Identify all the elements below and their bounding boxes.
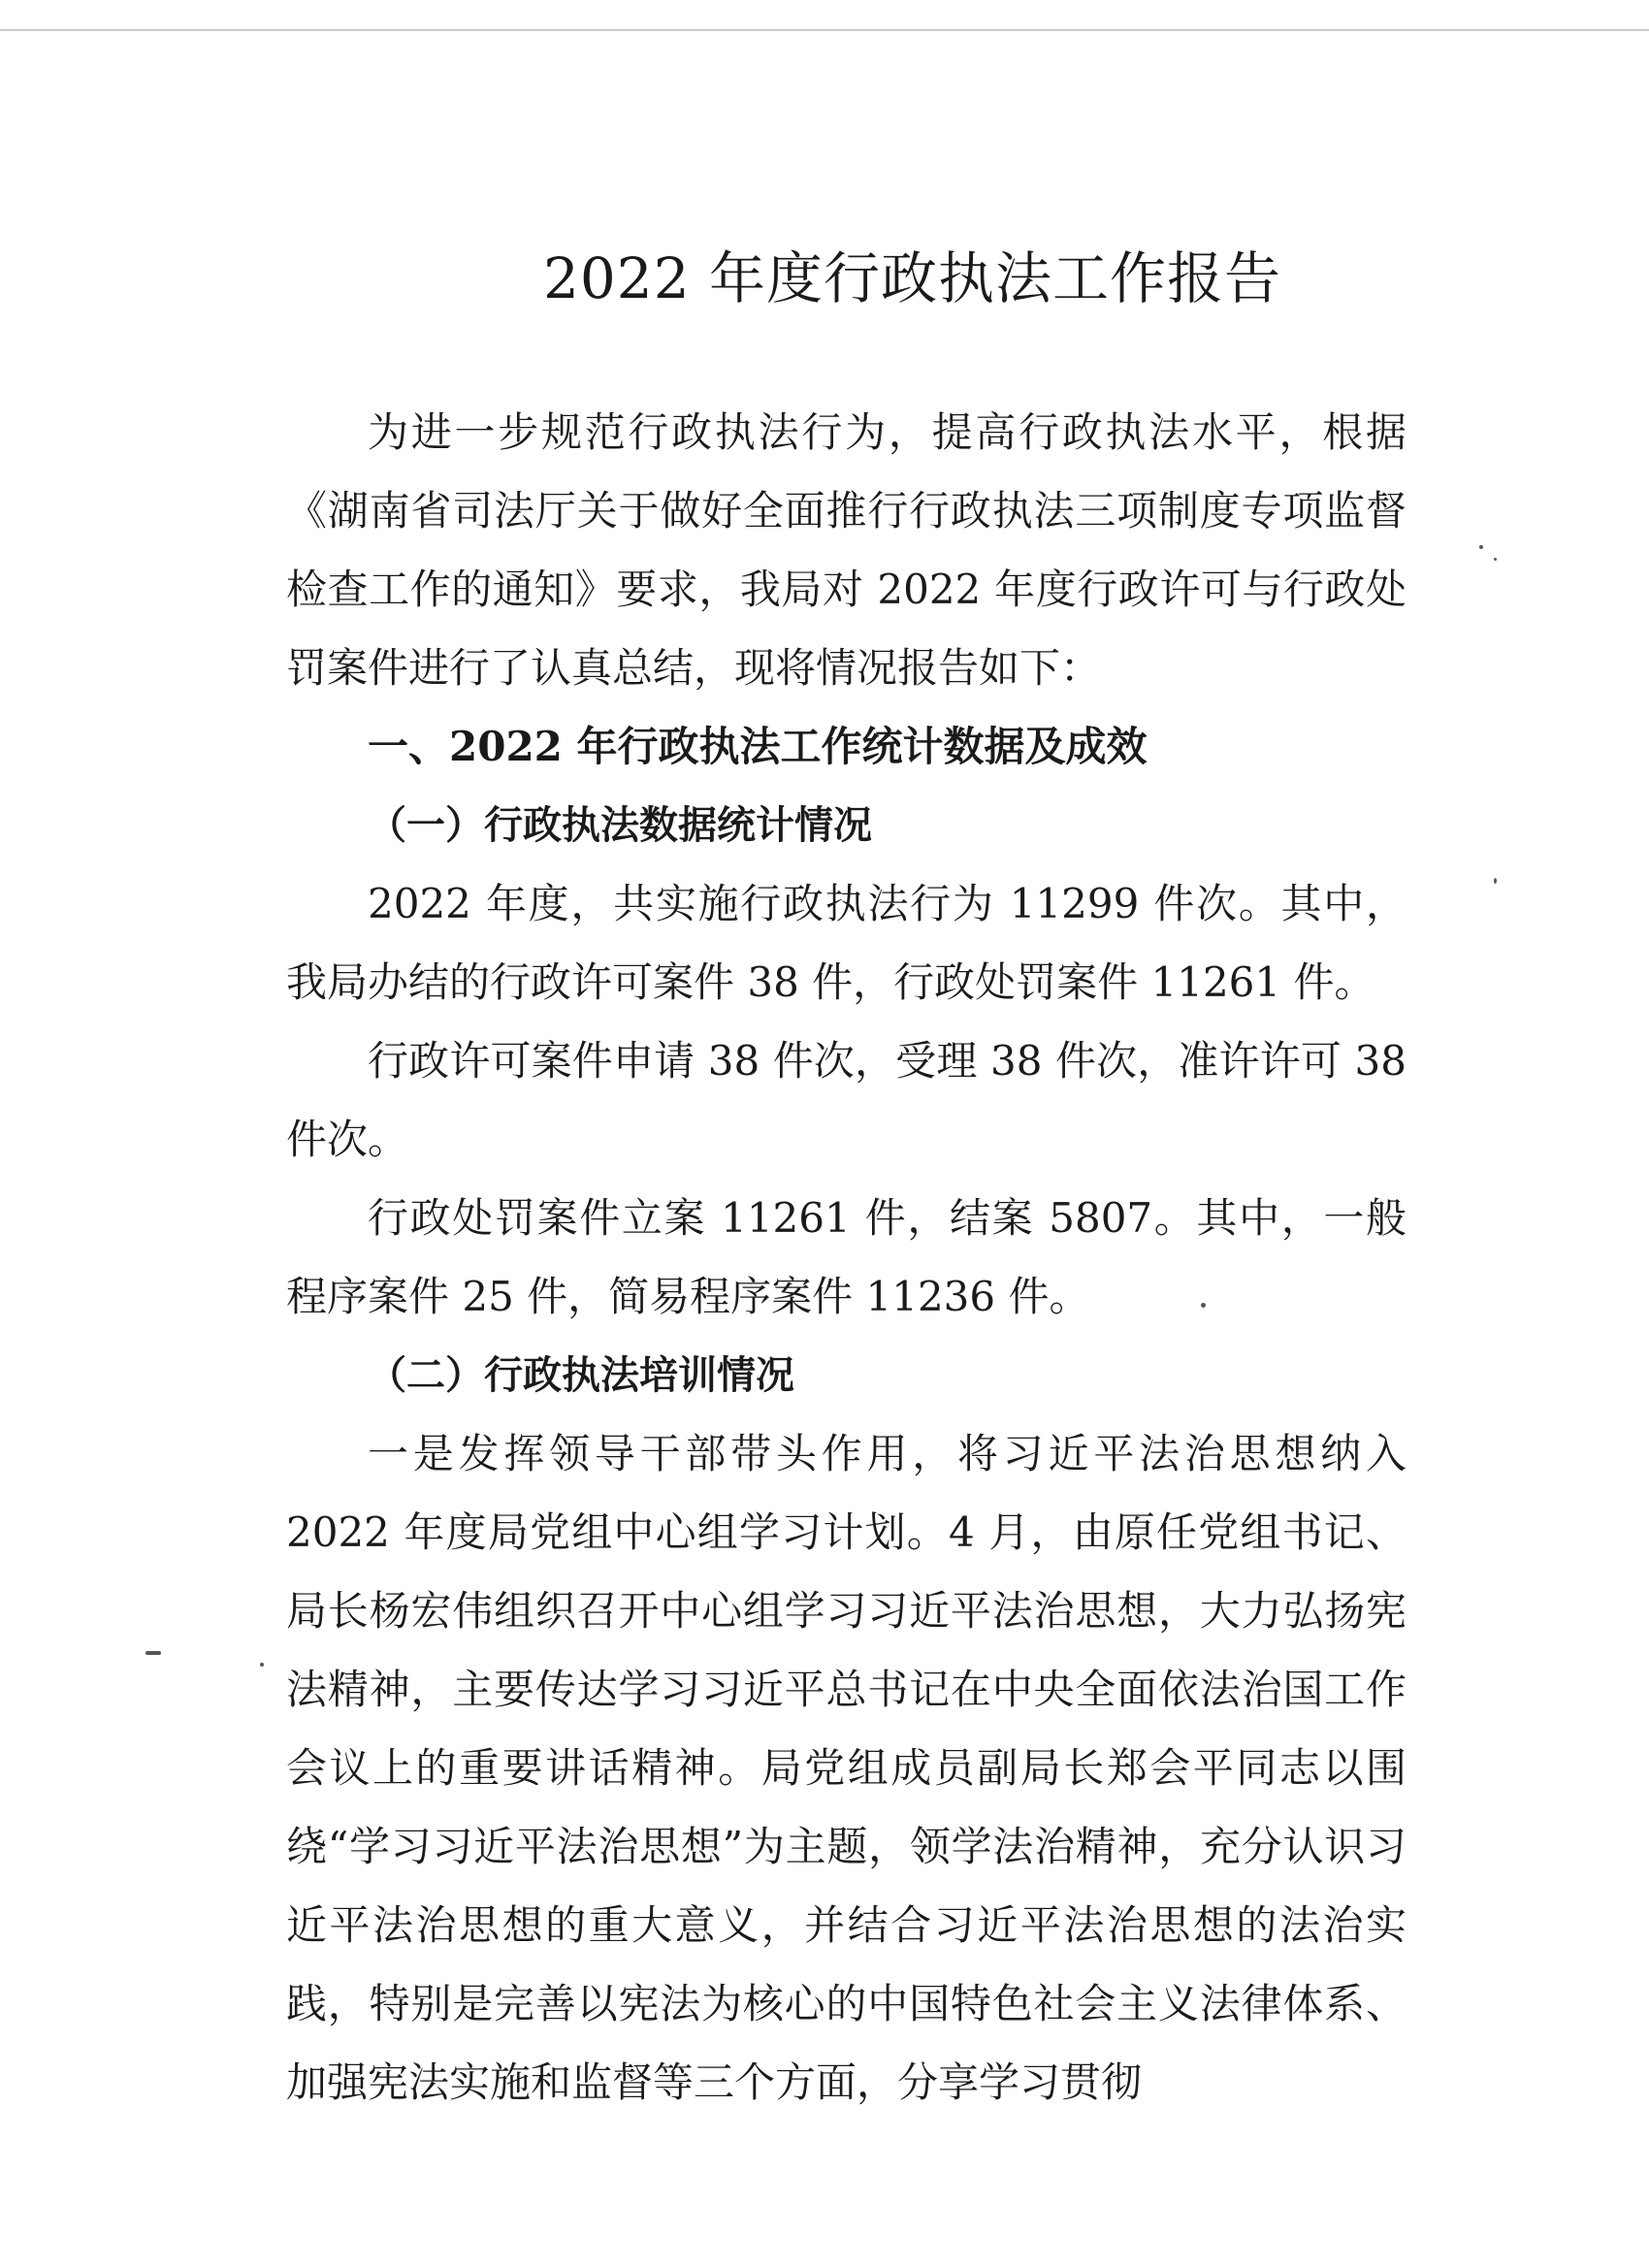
scan-speck [1201, 1303, 1206, 1308]
stats-paragraph-1: 2022 年度，共实施行政执法行为 11299 件次。其中，我局办结的行政许可案件 38 件，行政处罚案件 11261 件。 [286, 880, 1406, 1006]
scan-speck [260, 1663, 264, 1667]
scan-edge-line [0, 29, 1649, 31]
scan-speck [1494, 878, 1497, 884]
stats-paragraph-2: 行政许可案件申请 38 件次，受理 38 件次，准许许可 38 件次。 [286, 1037, 1406, 1163]
scan-speck [146, 1651, 161, 1655]
subsection-heading-1: （一）行政执法数据统计情况 [368, 802, 872, 848]
scan-speck [1494, 558, 1497, 561]
training-paragraph: 一是发挥领导干部带头作用，将习近平法治思想纳入 2022 年度局党组中心组学习计划。4 月，由原任党组书记、局长杨宏伟组织召开中心组学习习近平法治思想，大力弘扬宪法精神，主要传达学习习近平总书记在中央全面依法治国工作会议上的重要讲话精神。局党组成员副局长郑会平同志以围绕“学习习近平法治思想”为主题，领学法治精神，充分认识习近平法治思想的重大意义，并结合习近平法治思想的法治实践，特别是完善以宪法为核心的中国特色社会主义法律体系、加强宪法实施和监督等三个方面，分享学习贯彻 [286, 1430, 1406, 2106]
document-title: 2022 年度行政执法工作报告 [543, 245, 1282, 311]
stats-paragraph-3: 行政处罚案件立案 11261 件，结案 5807。其中，一般程序案件 25 件，简易程序案件 11236 件。 [286, 1194, 1406, 1320]
subsection-heading-2: （二）行政执法培训情况 [368, 1352, 794, 1398]
scan-speck [1479, 545, 1483, 549]
section-heading-1: 一、2022 年行政执法工作统计数据及成效 [368, 723, 1148, 770]
intro-paragraph: 为进一步规范行政执法行为，提高行政执法水平，根据《湖南省司法厅关于做好全面推行行政执法三项制度专项监督检查工作的通知》要求，我局对 2022 年度行政许可与行政处罚案件进行了认真总结，现将情况报告如下： [286, 408, 1406, 692]
